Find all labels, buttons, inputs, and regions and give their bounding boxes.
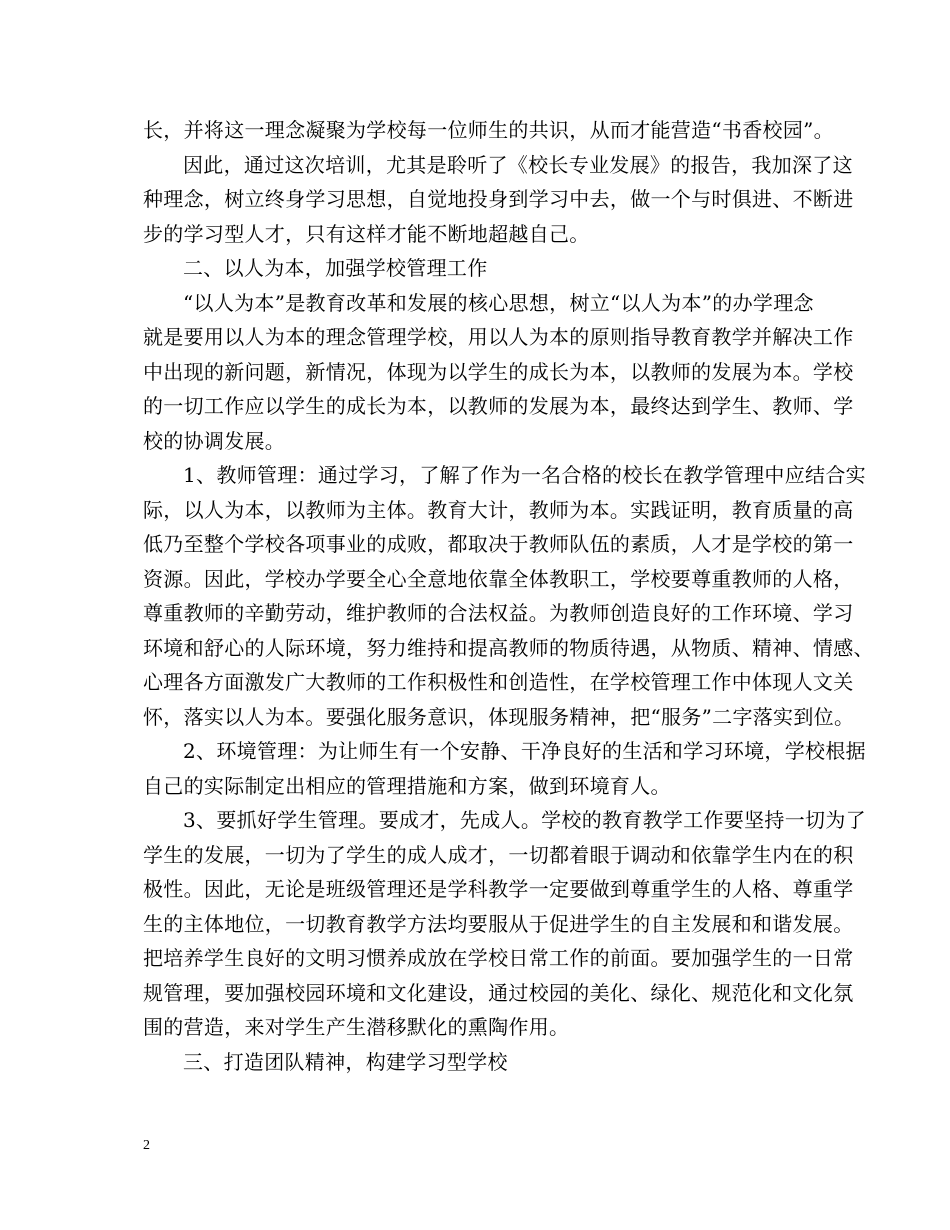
paragraph-first-line: 3、要抓好学生管理。要成才，先成人。学校的教育教学工作要坚持一切为了 bbox=[183, 808, 866, 832]
paragraph-first-line: 2、环境管理：为让师生有一个安静、干净良好的生活和学习环境，学校根据 bbox=[183, 739, 866, 763]
text-line: 际，以人为本，以教师为主体。教育大计，教师为本。实践证明，教育质量的高 bbox=[143, 497, 854, 522]
text-line: 围的营造，来对学生产生潜移默化的熏陶作用。 bbox=[143, 1015, 570, 1039]
document-body bbox=[143, 113, 874, 1079]
text-line: 极性。因此，无论是班级管理还是学科教学一定要做到尊重学生的人格、尊重学 bbox=[143, 877, 854, 901]
text-line: 学生的发展，一切为了学生的成人成才，一切都着眼于调动和依靠学生内在的积 bbox=[143, 842, 854, 867]
text-line: 中出现的新问题，新情况，体现为以学生的成长为本，以教师的发展为本。学校 bbox=[143, 359, 854, 384]
text-line: 规管理，要加强校园环境和文化建设，通过校园的美化、绿化、规范化和文化氛 bbox=[143, 980, 854, 1005]
paragraph-first-line: 1、教师管理：通过学习，了解了作为一名合格的校长在教学管理中应结合实 bbox=[183, 463, 866, 487]
text-line: 校的协调发展。 bbox=[143, 428, 286, 453]
page-number: 2 bbox=[143, 1138, 150, 1153]
section-heading: 二、以人为本，加强学校管理工作 bbox=[183, 256, 488, 280]
text-line: 怀，落实以人为本。要强化服务意识，体现服务精神，把“服务”二字落实到位。 bbox=[143, 704, 855, 729]
paragraph-first-line: 因此，通过这次培训，尤其是聆听了《校长专业发展》的报告，我加深了这 bbox=[183, 152, 853, 177]
text-line: 心理各方面激发广大教师的工作积极性和创造性，在学校管理工作中体现人文关 bbox=[143, 670, 854, 694]
text-line: 自己的实际制定出相应的管理措施和方案，做到环境育人。 bbox=[143, 773, 671, 798]
text-line: 资源。因此，学校办学要全心全意地依靠全体教职工，学校要尊重教师的人格， bbox=[143, 566, 854, 591]
text-line: 的一切工作应以学生的成长为本，以教师的发展为本，最终达到学生、教师、学 bbox=[143, 394, 854, 418]
paragraph-first-line: “以人为本”是教育改革和发展的核心思想，树立“以人为本”的办学理念 bbox=[183, 290, 814, 315]
text-line: 生的主体地位，一切教育教学方法均要服从于促进学生的自主发展和和谐发展。 bbox=[143, 911, 854, 936]
text-line: 就是要用以人为本的理念管理学校，用以人为本的原则指导教育教学并解决工作 bbox=[143, 325, 854, 349]
text-line: 长，并将这一理念凝聚为学校每一位师生的共识，从而才能营造“书香校园”。 bbox=[143, 118, 834, 142]
text-line: 尊重教师的辛勤劳动，维护教师的合法权益。为教师创造良好的工作环境、学习 bbox=[143, 601, 854, 625]
text-line: 把培养学生良好的文明习惯养成放在学校日常工作的前面。要加强学生的一日常 bbox=[143, 946, 854, 970]
text-line: 环境和舒心的人际环境，努力维持和提高教师的物质待遇，从物质、精神、情感、 bbox=[143, 635, 874, 660]
text-line: 步的学习型人才，只有这样才能不断地超越自己。 bbox=[143, 221, 590, 246]
section-heading: 三、打造团队精神，构建学习型学校 bbox=[183, 1049, 508, 1074]
text-line: 种理念，树立终身学习思想，自觉地投身到学习中去，做一个与时俱进、不断进 bbox=[143, 187, 854, 211]
text-line: 低乃至整个学校各项事业的成败，都取决于教师队伍的素质，人才是学校的第一 bbox=[143, 532, 854, 556]
